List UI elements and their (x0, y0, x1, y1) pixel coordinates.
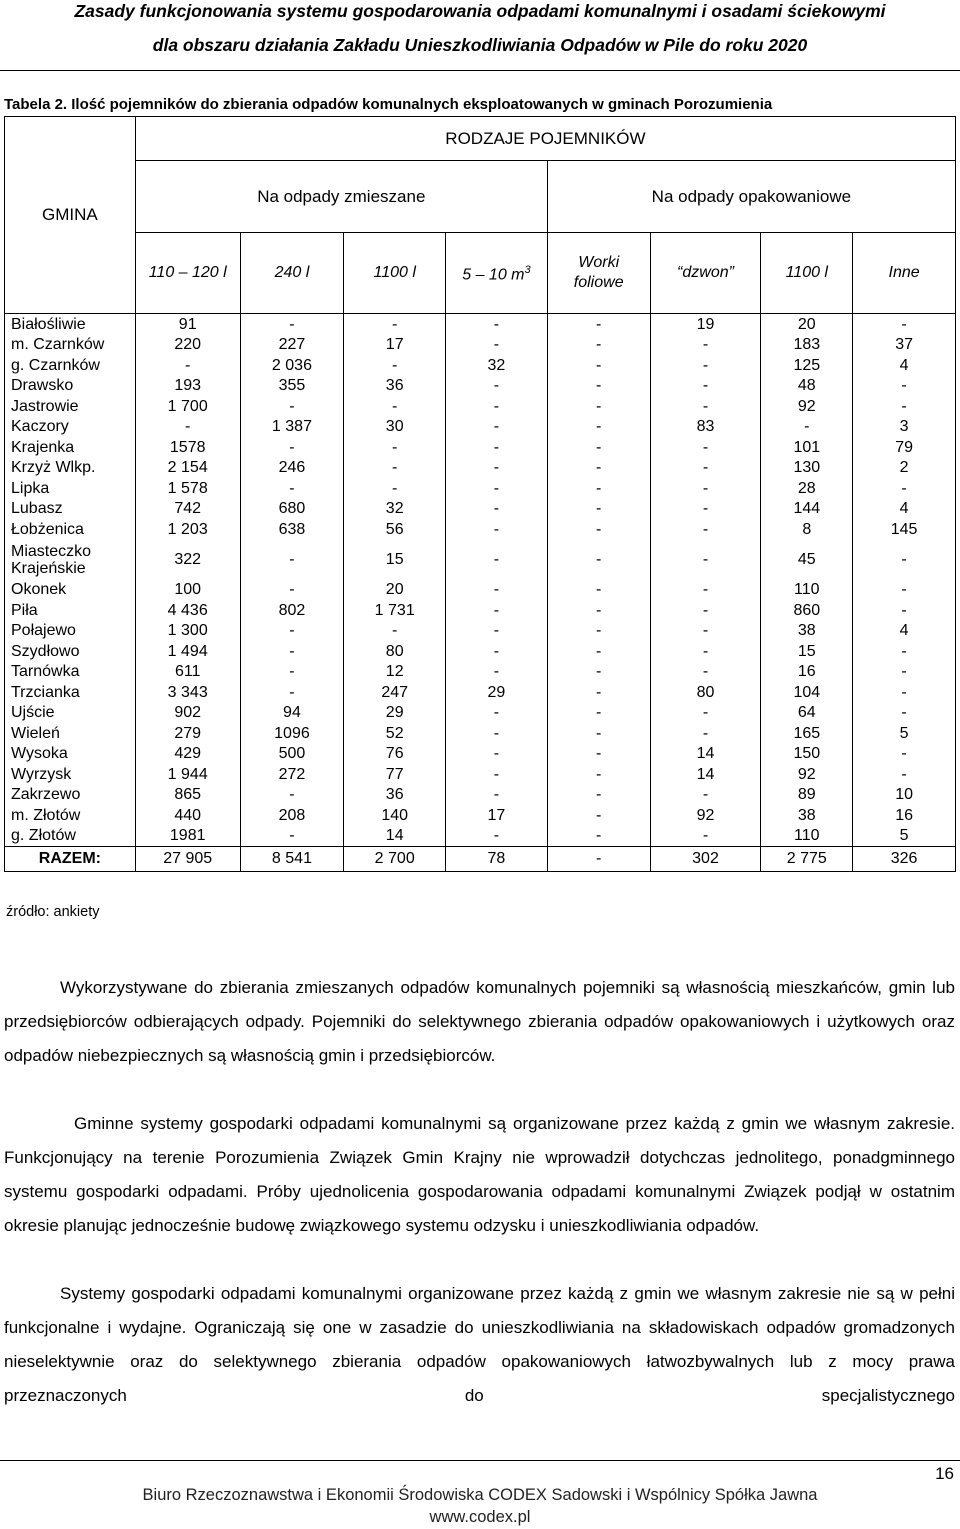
total-cell: 78 (446, 847, 548, 872)
value-cell: - (344, 314, 446, 335)
value-cell: - (650, 458, 761, 479)
value-cell: 29 (446, 682, 548, 703)
value-cell: - (344, 478, 446, 499)
value-cell: - (446, 437, 548, 458)
value-cell: - (446, 314, 548, 335)
gmina-name-cell: Lubasz (5, 499, 136, 520)
value-cell: 36 (344, 376, 446, 397)
table-row (5, 723, 956, 744)
sub-header-1100-pack: 1100 l (761, 233, 853, 314)
value-cell: - (650, 437, 761, 458)
value-cell: - (240, 396, 344, 417)
header-title-line1: Zasady funkcjonowania systemu gospodarowania odpadami komunalnymi i osadami ściekowymi (74, 1, 886, 21)
value-cell: - (446, 519, 548, 540)
value-cell: - (240, 314, 344, 335)
table-row (5, 417, 956, 438)
value-cell: 865 (135, 785, 240, 806)
gmina-name-cell: Drawsko (5, 376, 136, 397)
value-cell: 902 (135, 703, 240, 724)
value-cell: - (446, 744, 548, 765)
table-row (5, 376, 956, 397)
value-cell: 638 (240, 519, 344, 540)
value-cell: 32 (344, 499, 446, 520)
table-row (5, 641, 956, 662)
value-cell: 89 (761, 785, 853, 806)
table-caption: Tabela 2. Ilość pojemników do zbierania odpadów komunalnych eksploatowanych w gminach Porozumienia (4, 96, 773, 113)
sub-header-dzwon: “dzwon” (650, 233, 761, 314)
value-cell: 3 343 (135, 682, 240, 703)
gmina-name-cell: Okonek (5, 580, 136, 601)
value-cell: - (344, 396, 446, 417)
total-cell: 326 (853, 847, 956, 872)
value-cell: 322 (135, 540, 240, 580)
value-cell: 611 (135, 662, 240, 683)
value-cell: 247 (344, 682, 446, 703)
value-cell: 1 300 (135, 621, 240, 642)
value-cell: 500 (240, 744, 344, 765)
gmina-name-cell: Krzyż Wlkp. (5, 458, 136, 479)
value-cell: 36 (344, 785, 446, 806)
value-cell: - (650, 600, 761, 621)
value-cell: 440 (135, 805, 240, 826)
gmina-name-cell: Połajewo (5, 621, 136, 642)
value-cell: 145 (853, 519, 956, 540)
value-cell: - (547, 682, 650, 703)
value-cell: 38 (761, 805, 853, 826)
value-cell: - (135, 355, 240, 376)
total-cell: 302 (650, 847, 761, 872)
value-cell: - (547, 335, 650, 356)
table-row (5, 805, 956, 826)
total-cell: 2 775 (761, 847, 853, 872)
group-header-packaging: Na odpady opakowaniowe (547, 161, 955, 233)
value-cell: 246 (240, 458, 344, 479)
value-cell: 100 (135, 580, 240, 601)
value-cell: 140 (344, 805, 446, 826)
value-cell: 48 (761, 376, 853, 397)
value-cell: 92 (650, 805, 761, 826)
value-cell: - (650, 641, 761, 662)
value-cell: 38 (761, 621, 853, 642)
value-cell: - (853, 314, 956, 335)
value-cell: 16 (761, 662, 853, 683)
value-cell: - (650, 580, 761, 601)
page-number: 16 (935, 1464, 954, 1483)
sub-header-worki-line2: foliowe (573, 274, 624, 291)
value-cell: - (650, 785, 761, 806)
value-cell: 4 (853, 621, 956, 642)
gmina-name-cell: Wysoka (5, 744, 136, 765)
value-cell: - (240, 478, 344, 499)
value-cell: - (650, 540, 761, 580)
gmina-name-cell: m. Czarnków (5, 335, 136, 356)
gmina-name-cell: Wyrzysk (5, 764, 136, 785)
total-cell: 27 905 (135, 847, 240, 872)
gmina-name-cell: Miasteczko Krajeńskie (5, 540, 136, 580)
value-cell: 183 (761, 335, 853, 356)
value-cell: 76 (344, 744, 446, 765)
value-cell: - (650, 826, 761, 847)
value-cell: 1981 (135, 826, 240, 847)
footer-divider (0, 1460, 960, 1461)
table-row (5, 519, 956, 540)
value-cell: 77 (344, 764, 446, 785)
value-cell: - (547, 621, 650, 642)
gmina-name-cell: Jastrowie (5, 396, 136, 417)
value-cell: - (650, 621, 761, 642)
value-cell: - (446, 396, 548, 417)
value-cell: 83 (650, 417, 761, 438)
value-cell: 355 (240, 376, 344, 397)
value-cell: - (853, 764, 956, 785)
total-cell: 2 700 (344, 847, 446, 872)
value-cell: - (446, 764, 548, 785)
value-cell: - (344, 437, 446, 458)
gmina-name-cell: Łobżenica (5, 519, 136, 540)
value-cell: 79 (853, 437, 956, 458)
table-row (5, 744, 956, 765)
gmina-name-cell: Szydłowo (5, 641, 136, 662)
sub-header-1100-mixed: 1100 l (344, 233, 446, 314)
value-cell: - (547, 499, 650, 520)
value-cell: 2 154 (135, 458, 240, 479)
value-cell: 3 (853, 417, 956, 438)
value-cell: - (547, 417, 650, 438)
total-label: RAZEM: (5, 847, 136, 872)
table-row (5, 682, 956, 703)
paragraph-3: Systemy gospodarki odpadami komunalnymi organizowane przez każdą z gmin we własnym zakresie nie są w pełni funkcjonalne i wydajne. Ograniczają się one w zasadzie do unieszkodliwiania na składowiskach odpadów gromadzonych nieselektywnie oraz do selektywnego zbierania odpadów opakowaniowych łatwozbywalnych lub z mocy prawa przeznaczonych do specjalistycznego (4, 1284, 955, 1405)
value-cell: 1 731 (344, 600, 446, 621)
value-cell: - (650, 662, 761, 683)
table-row (5, 396, 956, 417)
value-cell: - (446, 621, 548, 642)
group-header-mixed: Na odpady zmieszane (135, 161, 547, 233)
value-cell: - (853, 478, 956, 499)
containers-table (4, 116, 956, 872)
value-cell: 30 (344, 417, 446, 438)
value-cell: - (547, 600, 650, 621)
gmina-name-cell: Kaczory (5, 417, 136, 438)
value-cell: - (547, 785, 650, 806)
value-cell: 80 (344, 641, 446, 662)
value-cell: 19 (650, 314, 761, 335)
gmina-name-cell: Ujście (5, 703, 136, 724)
value-cell: - (547, 826, 650, 847)
gmina-name-cell: Wieleń (5, 723, 136, 744)
value-cell: 5 (853, 723, 956, 744)
value-cell: 144 (761, 499, 853, 520)
table-row (5, 785, 956, 806)
value-cell: - (853, 744, 956, 765)
value-cell: - (446, 703, 548, 724)
sub-header-5-10-m3 (446, 233, 548, 314)
value-cell: 52 (344, 723, 446, 744)
value-cell: 2 (853, 458, 956, 479)
table-row (5, 621, 956, 642)
value-cell: 1 494 (135, 641, 240, 662)
value-cell: 104 (761, 682, 853, 703)
value-cell: 1578 (135, 437, 240, 458)
value-cell: - (547, 458, 650, 479)
sub-header-5-10-sup: 3 (524, 264, 531, 277)
header-title-line2: dla obszaru działania Zakładu Unieszkodliwiania Odpadów w Pile do roku 2020 (152, 35, 808, 55)
gmina-name-cell: Piła (5, 600, 136, 621)
value-cell: 45 (761, 540, 853, 580)
value-cell: - (446, 540, 548, 580)
value-cell: 80 (650, 682, 761, 703)
value-cell: - (650, 499, 761, 520)
value-cell: - (446, 499, 548, 520)
value-cell: 150 (761, 744, 853, 765)
value-cell: - (853, 396, 956, 417)
table-row (5, 499, 956, 520)
value-cell: - (344, 621, 446, 642)
sub-header-110-120: 110 – 120 l (135, 233, 240, 314)
value-cell: 193 (135, 376, 240, 397)
value-cell: 8 (761, 519, 853, 540)
value-cell: 20 (761, 314, 853, 335)
value-cell: - (853, 376, 956, 397)
value-cell: - (344, 458, 446, 479)
table-row (5, 600, 956, 621)
value-cell: - (853, 580, 956, 601)
value-cell: 110 (761, 826, 853, 847)
value-cell: - (446, 376, 548, 397)
value-cell: - (240, 621, 344, 642)
value-cell: - (135, 417, 240, 438)
table-row (5, 355, 956, 376)
gmina-name-cell: Lipka (5, 478, 136, 499)
value-cell: 4 (853, 499, 956, 520)
table-row (5, 580, 956, 601)
value-cell: - (344, 355, 446, 376)
value-cell: - (853, 540, 956, 580)
value-cell: - (547, 314, 650, 335)
value-cell: - (650, 396, 761, 417)
value-cell: - (650, 355, 761, 376)
value-cell: 125 (761, 355, 853, 376)
value-cell: 680 (240, 499, 344, 520)
value-cell: - (650, 703, 761, 724)
total-cell: - (547, 847, 650, 872)
value-cell: - (240, 785, 344, 806)
value-cell: 5 (853, 826, 956, 847)
value-cell: - (547, 805, 650, 826)
table-row (5, 437, 956, 458)
value-cell: - (547, 580, 650, 601)
value-cell: - (240, 437, 344, 458)
paragraph-1: Wykorzystywane do zbierania zmieszanych odpadów komunalnych pojemniki są własnością mieszkańców, gmin lub przedsiębiorców odbierających odpady. Pojemniki do selektywnego zbierania odpadów opakowaniowych i użytkowych oraz odpadów niebezpiecznych są własnością gmin i przedsiębiorców. (4, 978, 955, 1065)
value-cell: - (240, 682, 344, 703)
footer-company: Biuro Rzeczoznawstwa i Ekonomii Środowiska CODEX Sadowski i Wspólnicy Spółka Jawna (142, 1486, 818, 1504)
gmina-name-cell: Białośliwie (5, 314, 136, 335)
value-cell: - (446, 826, 548, 847)
value-cell: - (853, 682, 956, 703)
value-cell: - (547, 723, 650, 744)
value-cell: 20 (344, 580, 446, 601)
value-cell: - (240, 662, 344, 683)
value-cell: 92 (761, 764, 853, 785)
table-row (5, 764, 956, 785)
value-cell: 14 (344, 826, 446, 847)
value-cell: 92 (761, 396, 853, 417)
value-cell: 429 (135, 744, 240, 765)
value-cell: 17 (344, 335, 446, 356)
value-cell: - (853, 703, 956, 724)
value-cell: - (547, 540, 650, 580)
value-cell: 860 (761, 600, 853, 621)
value-cell: - (853, 641, 956, 662)
paragraph-2: Gminne systemy gospodarki odpadami komunalnymi są organizowane przez każdą z gmin we własnym zakresie. Funkcjonujący na terenie Porozumienia Związek Gmin Krajny nie wprowadził dotychczas jednolitego, ponadgminnego systemu gospodarki odpadami. Próby ujednolicenia gospodarowania odpadami komunalnymi Związek podjął w ostatnim okresie planując jednocześnie budowę związkowego systemu odzysku i unieszkodliwiania odpadów. (4, 1114, 955, 1235)
value-cell: - (853, 662, 956, 683)
value-cell: - (446, 335, 548, 356)
value-cell: 94 (240, 703, 344, 724)
col-header-gmina: GMINA (5, 117, 136, 314)
value-cell: - (853, 600, 956, 621)
value-cell: - (650, 723, 761, 744)
table-row (5, 478, 956, 499)
table-row (5, 458, 956, 479)
value-cell: 1 387 (240, 417, 344, 438)
value-cell: 101 (761, 437, 853, 458)
gmina-name-cell: Tarnówka (5, 662, 136, 683)
gmina-name-cell: Zakrzewo (5, 785, 136, 806)
value-cell: - (446, 641, 548, 662)
value-cell: 742 (135, 499, 240, 520)
value-cell: 1 700 (135, 396, 240, 417)
value-cell: 15 (344, 540, 446, 580)
total-cell: 8 541 (240, 847, 344, 872)
value-cell: 14 (650, 744, 761, 765)
value-cell: 15 (761, 641, 853, 662)
value-cell: - (240, 580, 344, 601)
sub-header-5-10-text: 5 – 10 m (462, 266, 525, 284)
value-cell: - (547, 764, 650, 785)
value-cell: - (446, 723, 548, 744)
value-cell: - (650, 376, 761, 397)
gmina-name-cell: m. Złotów (5, 805, 136, 826)
gmina-name-cell: Trzcianka (5, 682, 136, 703)
value-cell: - (446, 785, 548, 806)
value-cell: 1 944 (135, 764, 240, 785)
value-cell: 10 (853, 785, 956, 806)
gmina-name-cell: Krajenka (5, 437, 136, 458)
gmina-name-cell: g. Czarnków (5, 355, 136, 376)
value-cell: - (547, 355, 650, 376)
value-cell: - (547, 376, 650, 397)
table-row (5, 314, 956, 335)
value-cell: - (650, 519, 761, 540)
table-row (5, 703, 956, 724)
value-cell: 110 (761, 580, 853, 601)
value-cell: - (547, 703, 650, 724)
value-cell: - (240, 826, 344, 847)
value-cell: 37 (853, 335, 956, 356)
value-cell: 1 578 (135, 478, 240, 499)
value-cell: - (446, 458, 548, 479)
value-cell: - (650, 335, 761, 356)
value-cell: - (650, 478, 761, 499)
value-cell: 17 (446, 805, 548, 826)
page-header (0, 0, 960, 71)
sub-header-worki-line1: Worki (578, 254, 620, 271)
table-row (5, 540, 956, 580)
value-cell: 227 (240, 335, 344, 356)
value-cell: 1 203 (135, 519, 240, 540)
value-cell: - (547, 641, 650, 662)
value-cell: 279 (135, 723, 240, 744)
value-cell: 4 436 (135, 600, 240, 621)
table-row (5, 662, 956, 683)
table-source: źródło: ankiety (6, 904, 100, 920)
value-cell: 12 (344, 662, 446, 683)
value-cell: 14 (650, 764, 761, 785)
value-cell: - (547, 437, 650, 458)
table-row (5, 826, 956, 847)
sub-header-inne: Inne (853, 233, 956, 314)
value-cell: - (547, 744, 650, 765)
gmina-name-cell: g. Złotów (5, 826, 136, 847)
value-cell: 32 (446, 355, 548, 376)
value-cell: 130 (761, 458, 853, 479)
value-cell: 16 (853, 805, 956, 826)
value-cell: - (547, 478, 650, 499)
value-cell: - (446, 417, 548, 438)
value-cell: 802 (240, 600, 344, 621)
value-cell: - (446, 478, 548, 499)
footer-website[interactable]: www.codex.pl (429, 1508, 531, 1526)
value-cell: 272 (240, 764, 344, 785)
value-cell: 28 (761, 478, 853, 499)
value-cell: - (761, 417, 853, 438)
value-cell: 2 036 (240, 355, 344, 376)
value-cell: - (446, 600, 548, 621)
value-cell: - (547, 396, 650, 417)
value-cell: 4 (853, 355, 956, 376)
table-total-row (5, 847, 956, 872)
value-cell: - (240, 641, 344, 662)
value-cell: 208 (240, 805, 344, 826)
value-cell: 64 (761, 703, 853, 724)
value-cell: - (446, 580, 548, 601)
value-cell: 1096 (240, 723, 344, 744)
table-row (5, 335, 956, 356)
value-cell: 220 (135, 335, 240, 356)
sub-header-worki (547, 233, 650, 314)
value-cell: 91 (135, 314, 240, 335)
value-cell: 165 (761, 723, 853, 744)
value-cell: 29 (344, 703, 446, 724)
value-cell: - (446, 662, 548, 683)
value-cell: - (547, 662, 650, 683)
sub-header-240: 240 l (240, 233, 344, 314)
col-header-rodzaje: RODZAJE POJEMNIKÓW (135, 117, 955, 161)
value-cell: - (547, 519, 650, 540)
value-cell: - (240, 540, 344, 580)
value-cell: 56 (344, 519, 446, 540)
